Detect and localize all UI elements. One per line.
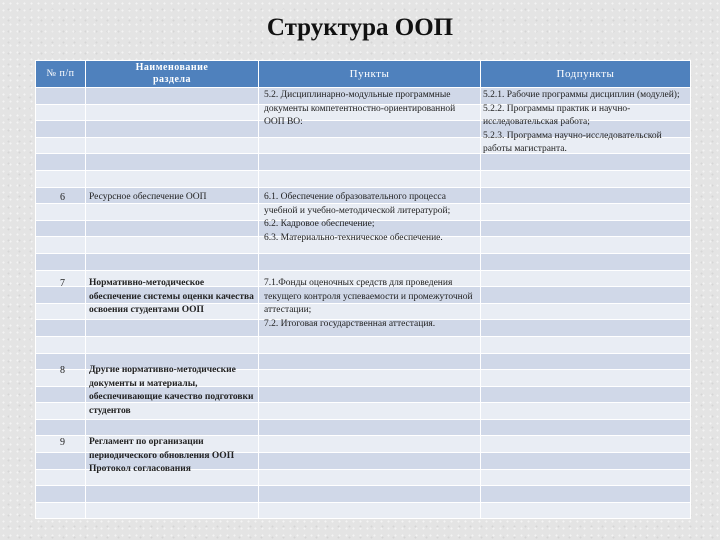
- table-cell: [36, 154, 86, 171]
- table-cell: [86, 104, 259, 121]
- table-cell: [481, 486, 691, 503]
- table-cell: [481, 187, 691, 204]
- row-2-points: 7.1.Фонды оценочных средств для проведения текущего контроля успеваемости и промежуточной аттестации; 7.2. Итоговая государственная аттестация.: [264, 278, 473, 329]
- row-4-num: 9: [60, 437, 65, 448]
- row-1-num: 6: [60, 192, 65, 203]
- table-cell: [259, 403, 481, 420]
- table-cell: [481, 270, 691, 287]
- table-cell: [36, 453, 86, 470]
- table-cell: [36, 502, 86, 519]
- table-cell: [36, 220, 86, 237]
- table-cell: [481, 170, 691, 187]
- table-cell: [36, 121, 86, 138]
- table-cell: [36, 204, 86, 221]
- table-cell: [481, 469, 691, 486]
- row-3-num: 8: [60, 365, 65, 376]
- table-cell: [259, 469, 481, 486]
- table-cell: [36, 88, 86, 105]
- table-cell: [481, 336, 691, 353]
- table-band-row: [36, 486, 691, 503]
- row-2-name: Нормативно-методическое обеспечение системы оценки качества освоения студентами ООП: [89, 278, 254, 315]
- table-cell: [259, 436, 481, 453]
- table-cell: [481, 453, 691, 470]
- table-cell: [481, 287, 691, 304]
- row-4-name: Регламент по организации периодического обновления ООП Протокол согласования: [89, 437, 235, 474]
- table-cell: [481, 419, 691, 436]
- table-cell: [481, 403, 691, 420]
- table-band-row: [36, 170, 691, 187]
- table-cell: [259, 502, 481, 519]
- table-cell: [481, 436, 691, 453]
- header-name: Наименование раздела: [86, 61, 259, 88]
- table-cell: [86, 253, 259, 270]
- table-cell: [259, 419, 481, 436]
- table-cell: [36, 170, 86, 187]
- table-cell: [481, 303, 691, 320]
- table-cell: [481, 502, 691, 519]
- table-cell: [86, 486, 259, 503]
- table-cell: [481, 253, 691, 270]
- table-cell: [481, 370, 691, 387]
- table-cell: [36, 104, 86, 121]
- table-cell: [481, 353, 691, 370]
- row-2-num: 7: [60, 278, 65, 289]
- table-cell: [481, 204, 691, 221]
- page-title: Структура ООП: [266, 14, 454, 41]
- table-cell: [36, 403, 86, 420]
- table-cell: [481, 386, 691, 403]
- table-cell: [36, 303, 86, 320]
- table-cell: [86, 121, 259, 138]
- table-cell: [86, 502, 259, 519]
- table-cell: [36, 486, 86, 503]
- row-3-name: Другие нормативно-методические документы и материалы, обеспечивающие качество подготовки студентов: [89, 365, 254, 416]
- table-cell: [259, 370, 481, 387]
- table-cell: [86, 320, 259, 337]
- table-cell: [86, 88, 259, 105]
- table-band-row: [36, 336, 691, 353]
- table-cell: [86, 170, 259, 187]
- table-cell: [86, 154, 259, 171]
- table-cell: [86, 204, 259, 221]
- table-cell: [86, 137, 259, 154]
- table-cell: [36, 469, 86, 486]
- table-cell: [259, 137, 481, 154]
- table-band-row: [36, 253, 691, 270]
- table-cell: [36, 320, 86, 337]
- table-cell: [86, 336, 259, 353]
- table-cell: [259, 154, 481, 171]
- table-cell: [36, 386, 86, 403]
- table-cell: [36, 253, 86, 270]
- table-cell: [36, 336, 86, 353]
- row-0-subpoints: 5.2.1. Рабочие программы дисциплин (модулей); 5.2.2. Программы практик и научно-исследовательская работа; 5.2.3. Программа научно-исследовательской работы магистранта.: [483, 90, 680, 154]
- table-cell: [36, 419, 86, 436]
- table-cell: [481, 320, 691, 337]
- table-cell: [86, 220, 259, 237]
- table-cell: [481, 237, 691, 254]
- table-cell: [259, 353, 481, 370]
- table-cell: [259, 486, 481, 503]
- table-cell: [36, 237, 86, 254]
- table-header-row: [36, 61, 691, 88]
- row-0-points: 5.2. Дисциплинарно-модульные программные документы компетентностно-ориентированной ООП ВО:: [264, 90, 456, 127]
- table-cell: [259, 253, 481, 270]
- header-subpoints: Подпункты: [481, 61, 691, 88]
- table-cell: [259, 386, 481, 403]
- table-band-row: [36, 419, 691, 436]
- header-num: № п/п: [36, 61, 86, 88]
- table-cell: [86, 419, 259, 436]
- table-cell: [259, 336, 481, 353]
- table-band-row: [36, 502, 691, 519]
- table-cell: [481, 220, 691, 237]
- table-cell: [36, 137, 86, 154]
- table-cell: [86, 237, 259, 254]
- row-1-points: 6.1. Обеспечение образовательного процесса учебной и учебно-методической литературой; 6.2. Кадровое обеспечение; 6.3. Материально-техническое обеспечение.: [264, 192, 451, 243]
- table-cell: [259, 170, 481, 187]
- row-1-name: Ресурсное обеспечение ООП: [89, 192, 207, 202]
- header-points: Пункты: [259, 61, 481, 88]
- table-cell: [259, 453, 481, 470]
